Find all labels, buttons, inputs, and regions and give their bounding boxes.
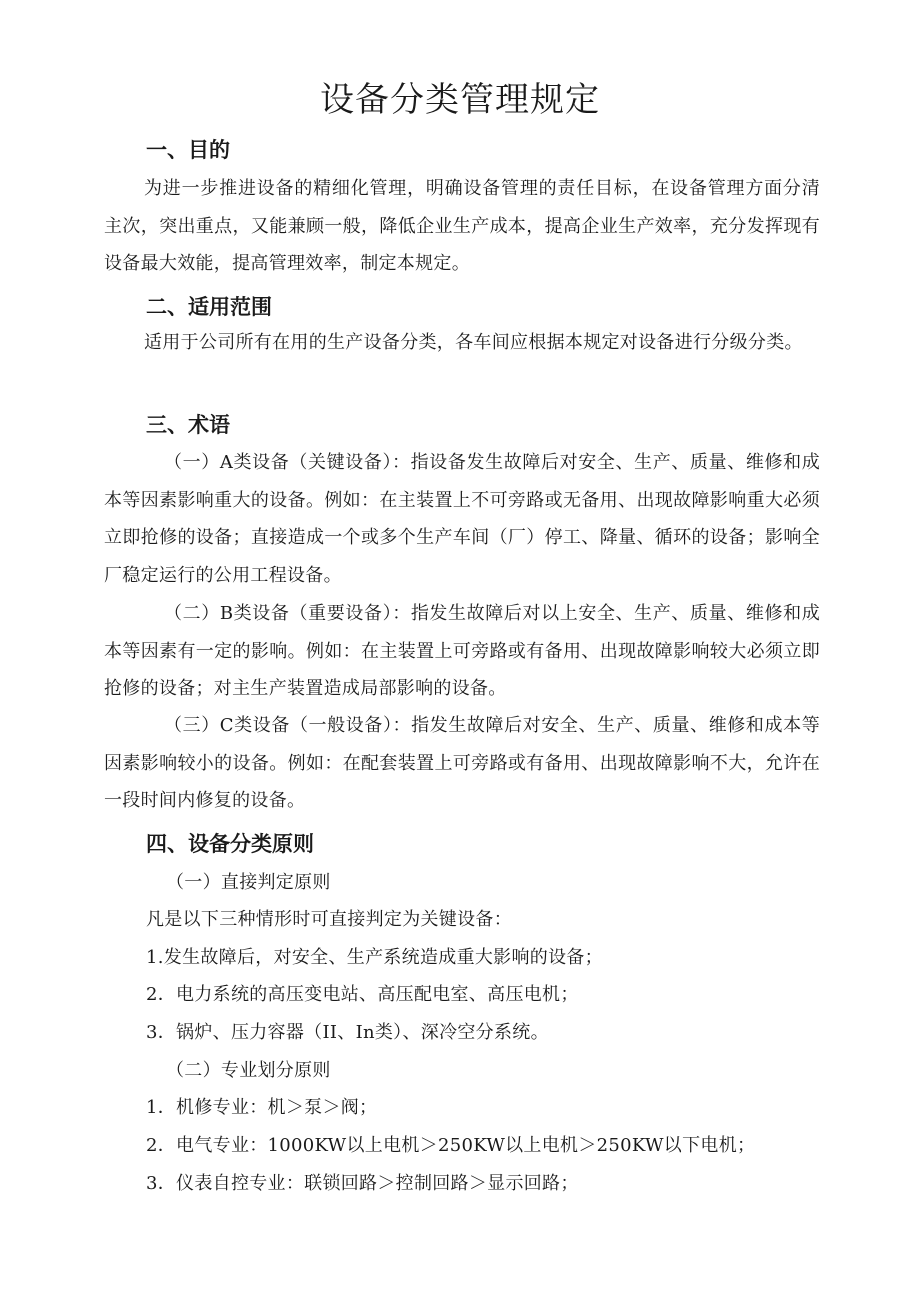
section-heading-purpose: 一、目的 [146,138,230,162]
section-heading-principles: 四、设备分类原则 [146,832,314,856]
principle-item-1: 1.发生故障后，对安全、生产系统造成重大影响的设备； [146,947,603,968]
section-heading-scope: 二、适用范围 [146,295,272,319]
principle-sub-discipline: （二）专业划分原则 [166,1060,331,1081]
section-body-purpose: 为进一步推进设备的精细化管理，明确设备管理的责任目标，在设备管理方面分清主次，突出重点，又能兼顾一般，降低企业生产成本，提高企业生产效率，充分发挥现有设备最大效能，提高管理效率，制定本规定。 [104,178,820,274]
principle-item-2: 2．电力系统的高压变电站、高压配电室、高压电机； [146,984,579,1005]
term-class-b: （二）B类设备（重要设备）：指发生故障后对以上安全、生产、质量、维修和成本等因素有一定的影响。例如：在主装置上可旁路或有备用、出现故障影响较大必须立即抢修的设备；对主生产装置造成局部影响的设备。 [104,603,820,699]
section-heading-terms: 三、术语 [146,413,230,437]
discipline-rule-2: 2．电气专业：1000KW以上电机＞250KW以上电机＞250KW以下电机； [146,1135,756,1156]
section-body-scope: 适用于公司所有在用的生产设备分类，各车间应根据本规定对设备进行分级分类。 [144,332,803,353]
document-title: 设备分类管理规定 [320,80,600,120]
term-class-a: （一）A类设备（关键设备）：指设备发生故障后对安全、生产、质量、维修和成本等因素影响重大的设备。例如：在主装置上不可旁路或无备用、出现故障影响重大必须立即抢修的设备；直接造成一个或多个生产车间（厂）停工、降量、循环的设备；影响全厂稳定运行的公用工程设备。 [104,452,820,586]
principle-intro: 凡是以下三种情形时可直接判定为关键设备： [146,909,512,930]
term-class-c: （三）C类设备（一般设备）：指发生故障后对安全、生产、质量、维修和成本等因素影响较小的设备。例如：在配套装置上可旁路或有备用、出现故障影响不大，允许在一段时间内修复的设备。 [104,715,820,811]
principle-sub-direct: （一）直接判定原则 [166,872,331,893]
principle-item-3: 3．锅炉、压力容器（II、In类）、深冷空分系统。 [146,1022,549,1043]
discipline-rule-1: 1．机修专业：机＞泵＞阀； [146,1097,378,1118]
discipline-rule-3: 3．仪表自控专业：联锁回路＞控制回路＞显示回路； [146,1173,579,1194]
